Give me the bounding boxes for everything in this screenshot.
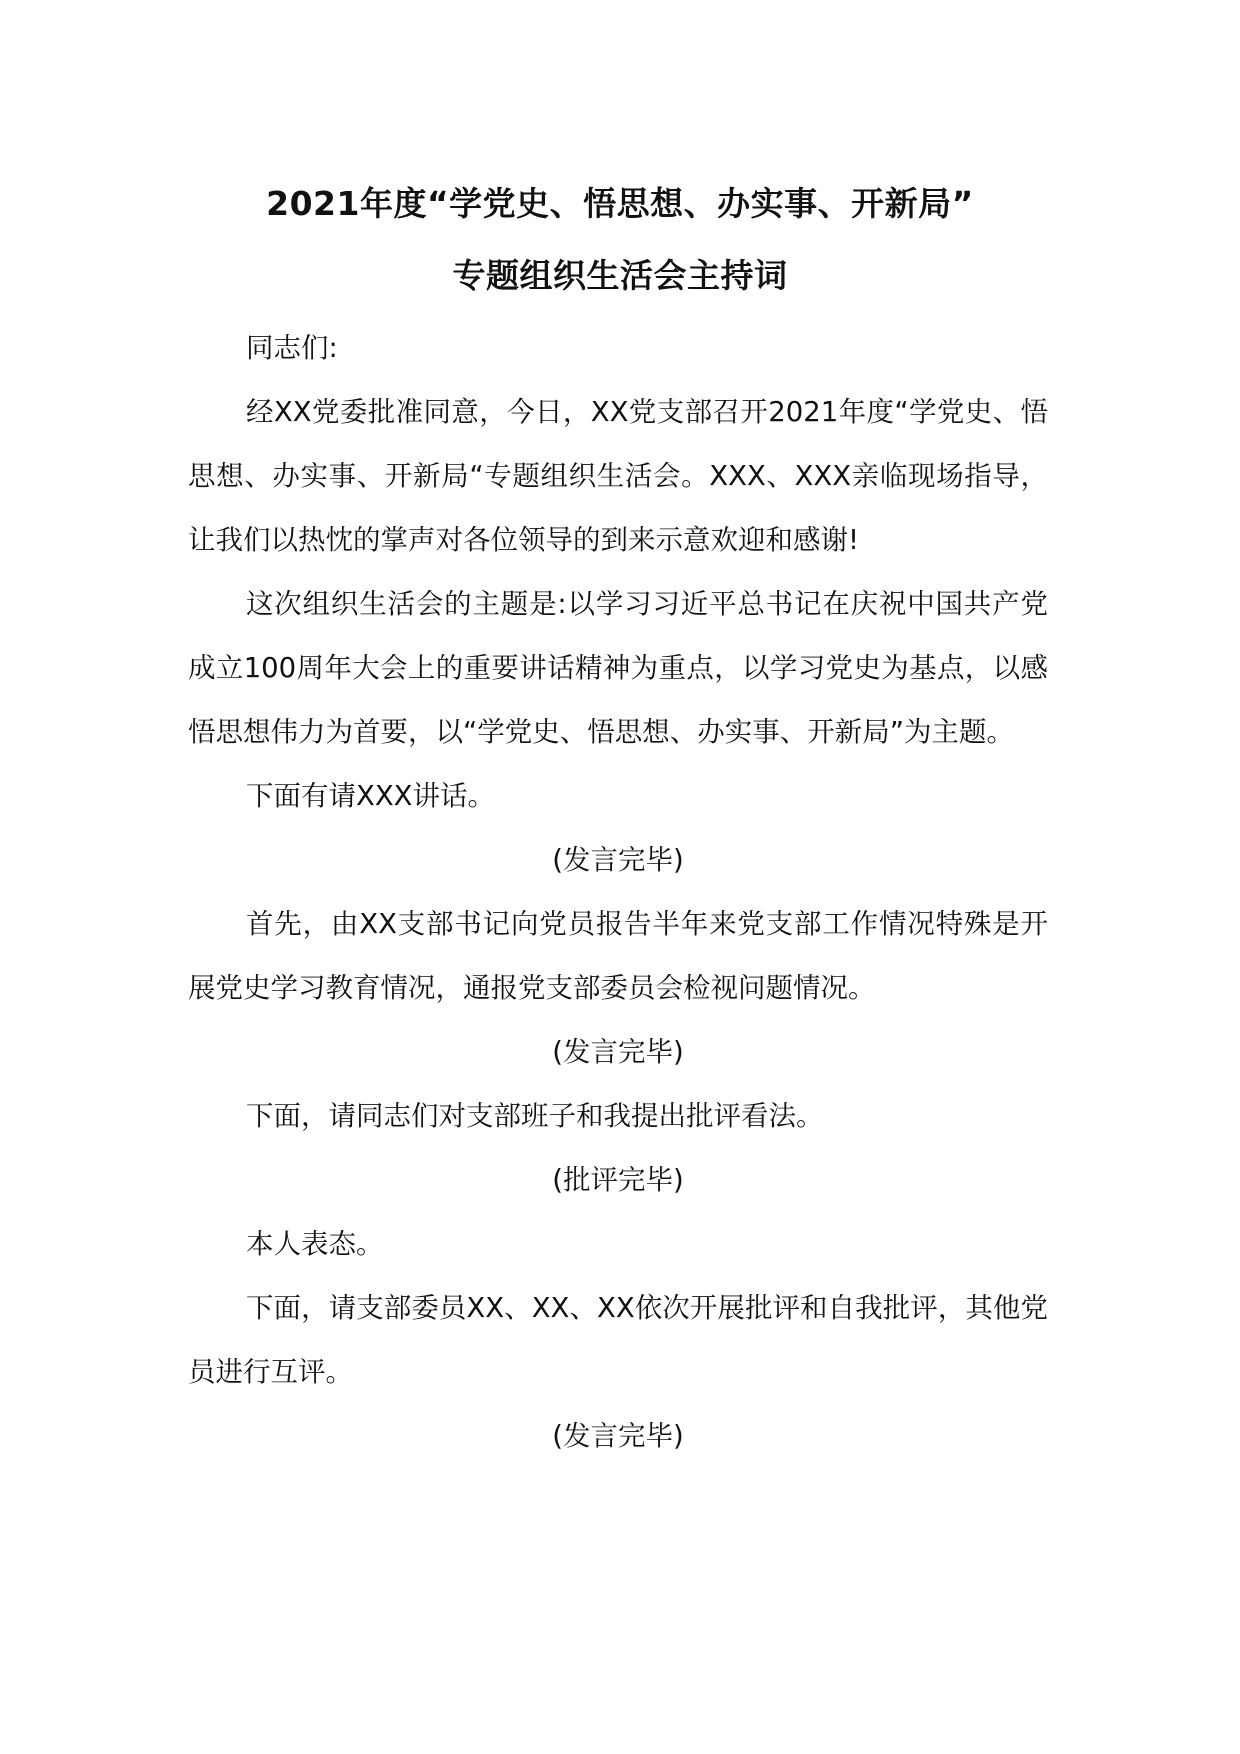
salutation: 同志们: xyxy=(246,332,338,364)
paragraph-report: 首先，由XX支部书记向党员报告半年来党支部工作情况特殊是开展党史学习教育情况，通报党支部委员会检视问题情况。 xyxy=(188,908,1048,1004)
paragraph-opening: 经XX党委批准同意，今日，XX党支部召开2021年度“学党史、悟思想、办实事、开新局“专题组织生活会。XXX、XXX亲临现场指导，让我们以热忱的掌声对各位领导的到来示意欢迎和感谢! xyxy=(188,396,1048,556)
document-title-line-1: 2021年度“学党史、悟思想、办实事、开新局” xyxy=(266,184,974,223)
paragraph-statement: 本人表态。 xyxy=(246,1228,384,1260)
paragraph-theme: 这次组织生活会的主题是:以学习习近平总书记在庆祝中国共产党成立100周年大会上的重要讲话精神为重点，以学习党史为基点，以感悟思想伟力为首要，以“学党史、悟思想、办实事、开新局”为主题。 xyxy=(188,588,1048,748)
stage-note: (发言完毕) xyxy=(552,1420,684,1452)
paragraph-criticism-request: 下面，请同志们对支部班子和我提出批评看法。 xyxy=(246,1100,824,1132)
document-body xyxy=(188,316,1048,1468)
paragraph-speech-invite: 下面有请XXX讲话。 xyxy=(246,780,496,812)
document-title-line-2: 专题组织生活会主持词 xyxy=(452,256,788,295)
stage-note: (发言完毕) xyxy=(552,1036,684,1068)
paragraph-self-criticism: 下面，请支部委员XX、XX、XX依次开展批评和自我批评，其他党员进行互评。 xyxy=(188,1292,1048,1388)
stage-note: (批评完毕) xyxy=(552,1164,684,1196)
stage-note: (发言完毕) xyxy=(552,844,684,876)
